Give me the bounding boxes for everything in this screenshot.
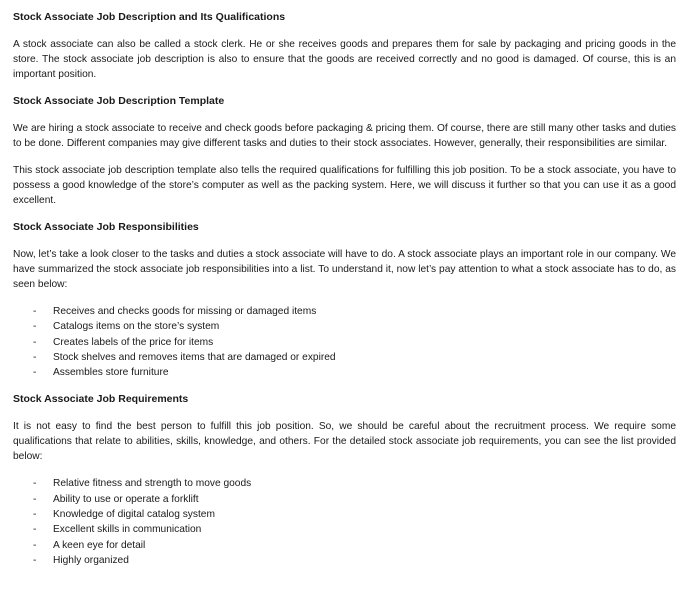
dash-bullet: -: [33, 524, 37, 536]
list-item-text: Creates labels of the price for items: [53, 336, 214, 348]
dash-bullet: -: [33, 367, 37, 379]
list-item: [13, 350, 676, 365]
list-item: [13, 522, 676, 537]
dash-bullet: -: [33, 493, 37, 505]
requirements-list: [13, 476, 676, 568]
dash-bullet: -: [33, 321, 37, 333]
dash-bullet: -: [33, 509, 37, 521]
list-item: [13, 476, 676, 491]
responsibilities-list: [13, 304, 676, 380]
list-item-text: Excellent skills in communication: [53, 524, 202, 536]
list-item-text: Ability to use or operate a forklift: [53, 493, 199, 505]
list-item: [13, 319, 676, 334]
list-item-text: Knowledge of digital catalog system: [53, 509, 215, 521]
list-item: [13, 507, 676, 522]
dash-bullet: -: [33, 554, 37, 566]
list-item: [13, 335, 676, 350]
list-item-text: Highly organized: [53, 554, 129, 566]
paragraph-intro: A stock associate can also be called a stock clerk. He or she receives goods and prepares them for sale by packaging and pricing goods in the store. The stock associate job description is also to ensure that the goods are received correctly and no good is damaged. Of course, this is an important position.: [13, 39, 676, 80]
dash-bullet: -: [33, 336, 37, 348]
paragraph-template: This stock associate job description template also tells the required qualifications for fulfilling this job position. To be a stock associate, you have to possess a good knowledge of the store’s computer as well as the packing system. Here, we will discuss it further so that you can use it as a good excellent.: [13, 165, 676, 206]
list-item: [13, 492, 676, 507]
paragraph-hiring: We are hiring a stock associate to receive and check goods before packaging & pricing them. Of course, there are still many other tasks and duties to be done. Different companies may give different tasks and duties to their stock associates. However, generally, their responsibilities are similar.: [13, 123, 676, 149]
dash-bullet: -: [33, 351, 37, 363]
list-item: [13, 538, 676, 553]
section-heading-responsibilities: Stock Associate Job Responsibilities: [13, 221, 199, 233]
list-item-text: Receives and checks goods for missing or damaged items: [53, 306, 317, 317]
dash-bullet: -: [33, 306, 37, 317]
list-item: [13, 553, 676, 568]
list-item-text: Assembles store furniture: [53, 367, 169, 379]
list-item-text: Stock shelves and removes items that are damaged or expired: [53, 351, 336, 363]
paragraph-responsibilities: Now, let’s take a look closer to the tasks and duties a stock associate will have to do. A stock associate plays an important role in our company. We have summarized the stock associate job responsibilities into a list. To understand it, now let’s pay attention to what a stock associate has to do, as seen below:: [13, 249, 676, 290]
dash-bullet: -: [33, 478, 37, 490]
section-heading-qualifications: Stock Associate Job Description and Its Qualifications: [13, 11, 286, 23]
dash-bullet: -: [33, 539, 37, 551]
section-heading-requirements: Stock Associate Job Requirements: [13, 393, 189, 406]
section-heading-template: Stock Associate Job Description Template: [13, 95, 225, 107]
list-item-text: Relative fitness and strength to move goods: [53, 478, 252, 490]
list-item-text: Catalogs items on the store’s system: [53, 321, 220, 333]
paragraph-requirements: It is not easy to find the best person to fulfill this job position. So, we should be careful about the recruitment process. We require some qualifications that relate to abilities, skills, knowledge, and others. For the detailed stock associate job requirements, you can see the list provided below:: [13, 421, 676, 463]
list-item: [13, 365, 676, 380]
list-item-text: A keen eye for detail: [53, 539, 146, 551]
list-item: [13, 304, 676, 319]
